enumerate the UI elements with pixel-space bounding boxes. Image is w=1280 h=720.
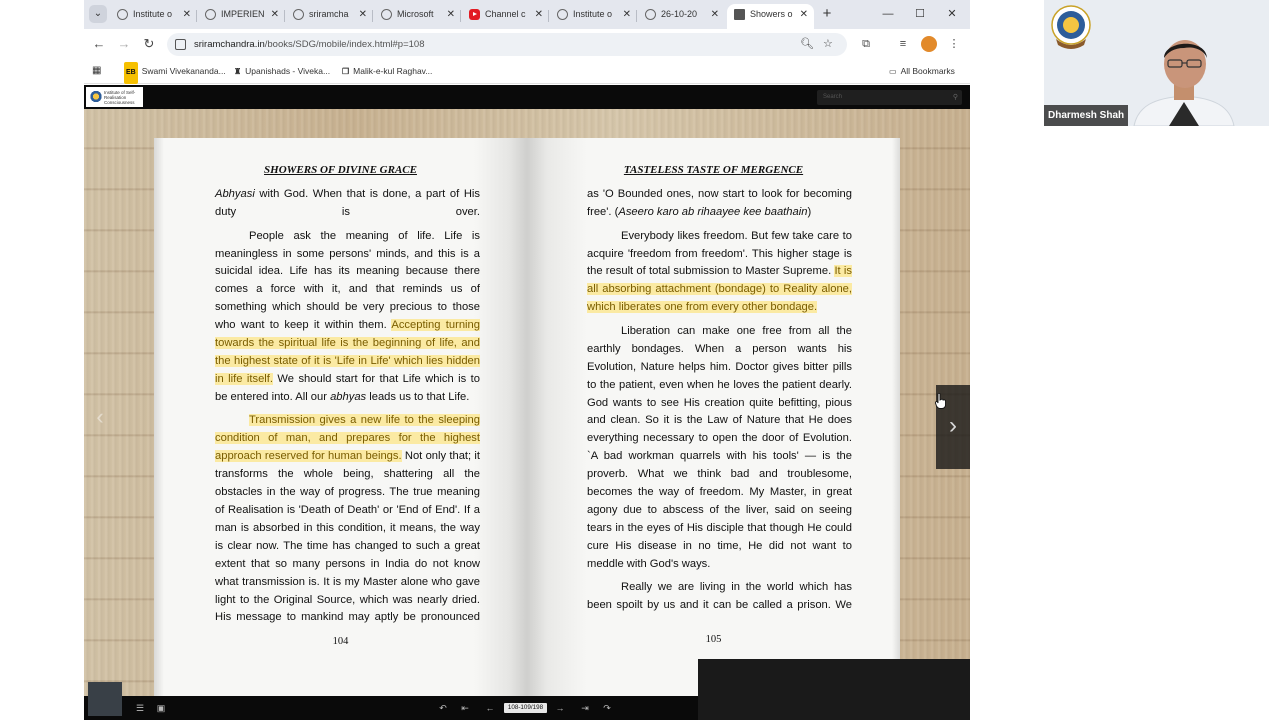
chevron-down-icon: ⌄ — [93, 8, 103, 19]
menu-icon[interactable]: ⋮ — [948, 38, 960, 50]
right-page-text — [587, 186, 852, 621]
bookmarks-bar — [84, 60, 970, 84]
italic-text: Abhyasi — [215, 188, 255, 200]
reload-button[interactable] — [140, 35, 158, 53]
redo-icon[interactable]: ↷ — [603, 703, 611, 713]
open-book — [154, 138, 900, 716]
undo-icon[interactable]: ↶ — [439, 703, 447, 713]
institute-emblem-icon — [1050, 5, 1092, 49]
text-run: with God. When that is done, a part of His duty is over. — [215, 188, 480, 218]
paragraph — [587, 186, 852, 222]
chevron-right-icon: › — [949, 412, 957, 439]
book-icon — [734, 9, 745, 20]
close-window-button[interactable] — [937, 4, 967, 24]
paragraph — [215, 186, 480, 222]
tab-label: Institute o — [573, 9, 613, 19]
right-page-title: TASTELESS TASTE OF MERGENCE — [623, 164, 804, 176]
profile-avatar[interactable] — [921, 36, 937, 52]
star-icon[interactable]: ☆ — [823, 38, 833, 50]
highlighted-text: Accepting turning towards the spiritual life is the beginning of life, and the highest state of it is 'Life in Life' which lies hidden in life itself. — [215, 319, 480, 385]
tab-2[interactable] — [198, 4, 285, 29]
bookmark-upanishads[interactable] — [234, 60, 330, 83]
site-info-icon[interactable] — [175, 39, 186, 50]
bookmark-label: Upanishads - Viveka... — [245, 66, 331, 76]
page-icon: ❐ — [342, 67, 350, 76]
highlighted-text: Transmission gives a new life to the sleeping condition of man, and prepares for the highest approach reserved for human beings. — [215, 414, 480, 463]
page-number-field[interactable]: 108-109/198 — [504, 703, 547, 713]
paragraph — [587, 228, 852, 318]
close-icon[interactable]: ✕ — [446, 9, 455, 20]
close-icon[interactable]: ✕ — [710, 9, 719, 20]
paragraph: Really we are living in the world which has been spoilt by us and it can be called a prison. We — [587, 581, 852, 612]
youtube-icon — [469, 9, 480, 20]
address-bar[interactable] — [167, 33, 847, 56]
left-page-number: 104 — [332, 636, 349, 647]
reload-icon: ↻ — [143, 36, 155, 51]
globe-icon — [381, 9, 392, 20]
maximize-icon: ☐ — [915, 8, 925, 20]
tab-1[interactable] — [110, 4, 197, 29]
all-bookmarks-button[interactable] — [889, 60, 955, 83]
back-button[interactable] — [90, 35, 108, 53]
last-page-icon[interactable]: ⇥ — [581, 703, 589, 713]
tab-strip — [84, 0, 970, 29]
wood-background — [84, 109, 970, 696]
right-page[interactable] — [527, 138, 900, 716]
media-controls-icon[interactable]: ≡ — [899, 38, 907, 50]
text-run: Everybody likes freedom. But few take care to acquire 'freedom from freedom'. This higher stage is the result of total submission to Master Supreme. — [587, 229, 852, 278]
previous-page-arrow[interactable] — [92, 399, 108, 435]
text-run: We should start for that Life which is to be entered into. All our — [215, 372, 480, 403]
close-icon[interactable]: ✕ — [358, 9, 367, 20]
bookmark-label: Swami Vivekananda... — [141, 66, 226, 76]
flipbook-viewer — [84, 85, 970, 720]
text-run: as 'O Bounded ones, now start to look for becoming free'. ( — [587, 188, 852, 218]
url-host: sriramchandra.in — [194, 39, 265, 50]
zoom-icon[interactable]: 🔍︎ — [800, 38, 814, 50]
tab-label: Microsoft — [397, 9, 434, 19]
browser-window — [84, 0, 970, 720]
thumbnail-preview[interactable] — [88, 682, 122, 716]
text-run: Not only that; it transforms the whole being, shattering all the obstacles in the way of progress. The true meaning of Realisation is 'Death of Death' or 'End of End'. If a man is absorbed in this condition, it means, the way is clear now. The time has changed to such a great extent that so many persons in India do not know what transmission is. It is my Master alone who gave light to the Original Source, which was nearly dried. His message to mankind may aptly be pronounced — [215, 450, 480, 624]
paragraph: Liberation can make one free from all the earthly bondages. When a person wants his Evolution, Nature helps him. Doctor gives bitter pills to the patient, even when he loves the patient dearly. God wants to see His creation quite befitting, pious and clean. So it is the Law of Nature that He does everything necessary to open the door of Evolution. `A bad workman quarrels with his tools' — is the proverb. What we think bad and troublesome, becomes the way of freedom. My Master, in great agony due to abscess of the liver, said on seeing tears in the eyes of His disciple that though He could cure His disease in no time, He did not want to meddle with God's ways. — [587, 324, 852, 570]
url-path: /books/SDG/mobile/index.html#p=108 — [264, 39, 425, 50]
search-icon[interactable]: ⚲ — [952, 94, 958, 101]
bookmark-label: Malik-e-kul Raghav... — [353, 66, 433, 76]
globe-icon — [205, 9, 216, 20]
apps-grid-icon[interactable]: ▦ — [92, 65, 102, 76]
close-icon: ✕ — [947, 8, 957, 20]
paragraph — [215, 228, 480, 407]
tab-search-button[interactable] — [89, 5, 107, 23]
globe-icon — [645, 9, 656, 20]
highlighted-text: It is all absorbing attachment (bondage) to Reality alone, which liberates one from every other bondage. — [587, 265, 853, 314]
right-page-number: 105 — [705, 634, 722, 645]
previous-icon[interactable]: ← — [485, 703, 495, 713]
tab-8-active[interactable] — [727, 4, 814, 29]
tab-label: sriramcha — [309, 9, 349, 19]
tab-6[interactable] — [550, 4, 637, 29]
tab-label: 26-10-20 — [661, 9, 698, 19]
all-bookmarks-label: All Bookmarks — [900, 66, 955, 76]
hand-cursor-icon — [935, 393, 946, 409]
left-page[interactable] — [154, 138, 527, 716]
arrow-left-icon: ← — [92, 36, 106, 51]
minimize-button[interactable] — [873, 4, 903, 24]
participant-name: Dharmesh Shah — [1044, 105, 1128, 126]
tab-label: IMPERIEN — [221, 9, 265, 19]
table-of-contents-icon[interactable]: ☰ — [135, 703, 145, 713]
close-icon[interactable]: ✕ — [182, 9, 191, 20]
tab-4[interactable] — [374, 4, 461, 29]
viewer-top-bar — [84, 85, 970, 109]
bookmark-malik-e-kul[interactable] — [342, 60, 432, 83]
upanishads-icon: ♜ — [234, 67, 242, 76]
first-page-icon[interactable]: ⇤ — [461, 703, 469, 713]
overlay-panel — [698, 659, 970, 720]
italic-text: Aseero karo ab rihaayee kee baathain — [618, 205, 808, 218]
left-page-title: SHOWERS OF DIVINE GRACE — [264, 164, 417, 176]
book-search-input[interactable] — [817, 90, 962, 105]
arrow-right-icon: → — [117, 36, 131, 51]
italic-text: abhyas — [330, 390, 367, 403]
tab-label: Channel c — [485, 9, 526, 19]
search-placeholder: Search — [823, 94, 843, 100]
tab-5[interactable] — [462, 4, 549, 29]
next-icon[interactable]: → — [555, 703, 565, 713]
webcam-video — [1044, 0, 1269, 126]
globe-icon — [293, 9, 304, 20]
person-video-icon — [1124, 36, 1244, 126]
logo-text: Institute of Self-Realisation Consciousness — [104, 90, 136, 105]
globe-icon — [557, 9, 568, 20]
text-run: leads us to that Life. — [366, 390, 470, 403]
forward-button[interactable] — [115, 35, 133, 53]
close-icon[interactable]: ✕ — [622, 9, 631, 20]
left-page-text — [215, 186, 480, 633]
tab-3[interactable] — [286, 4, 373, 29]
thumbnails-icon[interactable]: ▣ — [156, 703, 166, 713]
tab-label: Showers o — [750, 9, 793, 19]
site-logo[interactable] — [86, 87, 143, 107]
close-icon[interactable]: ✕ — [534, 9, 543, 20]
tab-7[interactable] — [638, 4, 725, 29]
emblem-icon — [89, 89, 103, 104]
bookmark-swami-vivekananda[interactable] — [124, 60, 226, 84]
new-tab-button[interactable] — [818, 5, 836, 23]
paragraph — [215, 412, 480, 627]
maximize-button[interactable] — [905, 4, 935, 24]
close-icon[interactable]: ✕ — [799, 9, 808, 20]
chevron-left-icon: ‹ — [96, 404, 104, 429]
url-text[interactable] — [194, 33, 425, 56]
browser-toolbar — [84, 29, 970, 60]
plus-icon: + — [822, 5, 832, 22]
minimize-icon: — — [882, 8, 894, 20]
close-icon[interactable]: ✕ — [270, 9, 279, 20]
folder-icon: ▭ — [889, 67, 897, 76]
extensions-icon[interactable]: ⧉ — [862, 38, 870, 50]
globe-icon — [117, 9, 128, 20]
text-run: ) — [807, 205, 812, 218]
text-run: People ask the meaning of life. Life is meaningless in some persons' minds, and this is a suicidal idea. Life has its meaning because there comes a force with it, and that reminds us of something which should be very precious to those who want to keep it within them. — [215, 229, 480, 332]
eb-icon: EB — [124, 62, 138, 84]
tab-label: Institute o — [133, 9, 173, 19]
